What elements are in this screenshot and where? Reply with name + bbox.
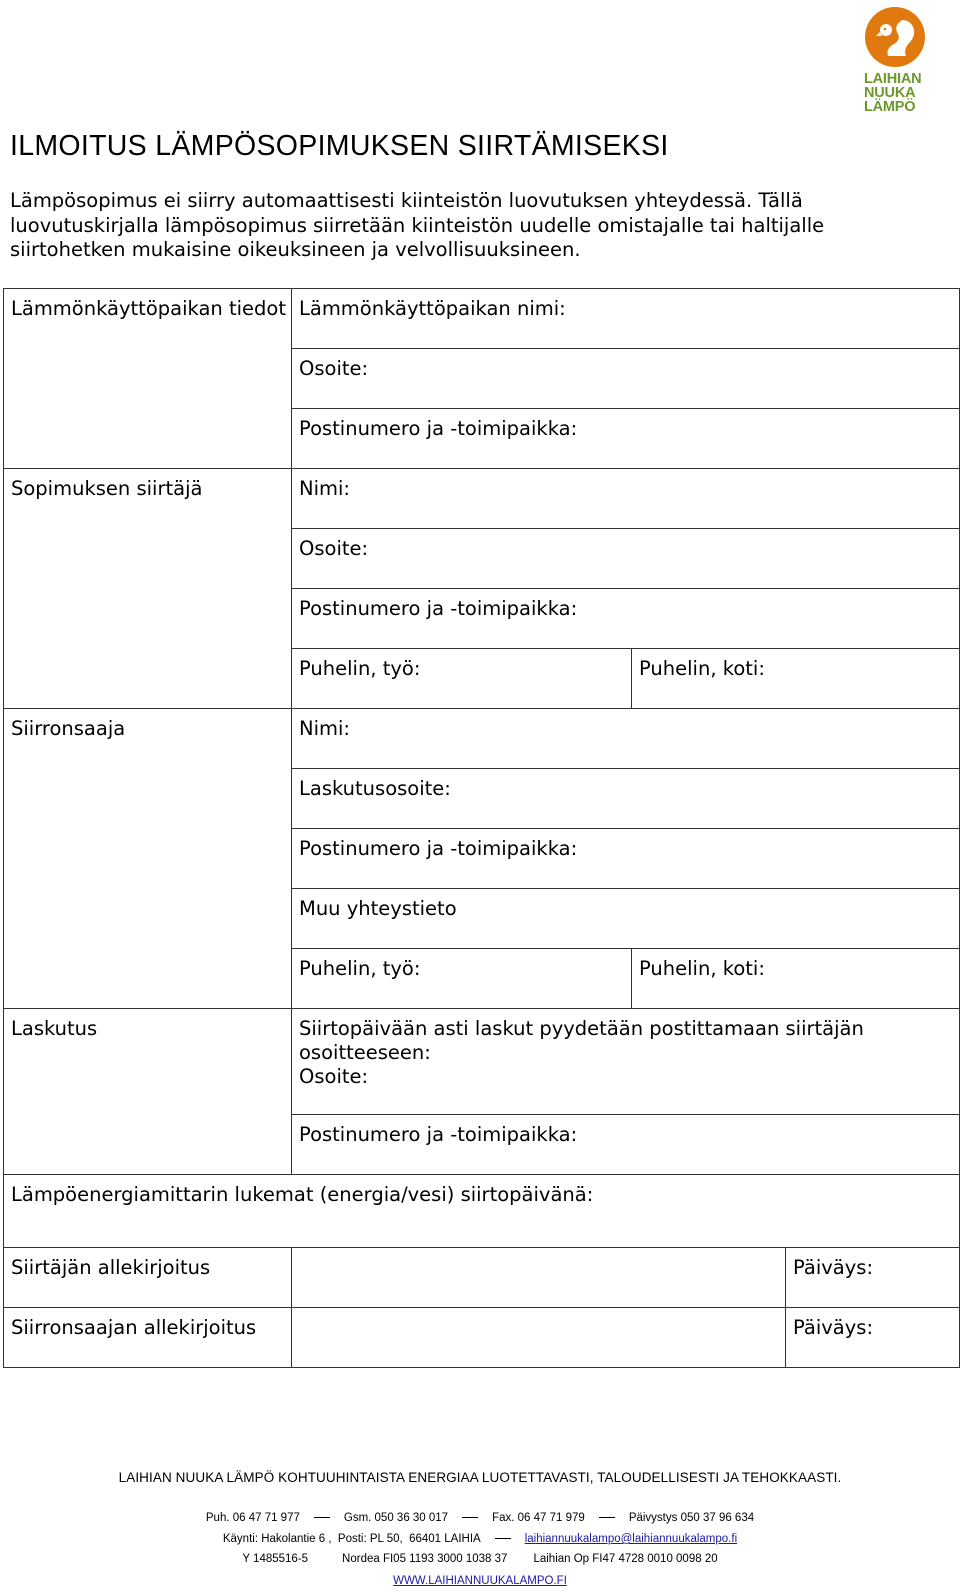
footer-website-link[interactable]: WWW.LAIHIANNUUKALAMPO.FI: [393, 1575, 567, 1587]
site-postal-field[interactable]: Postinumero ja -toimipaikka:: [292, 409, 960, 469]
site-section-label: Lämmönkäyttöpaikan tiedot: [4, 289, 292, 349]
intro-line-1: Lämpösopimus ei siirry automaattisesti kiinteistön luovutuksen yhteydessä. Tällä: [10, 189, 803, 212]
footer-website-line: [0, 1575, 960, 1587]
transferee-section-label: Siirronsaaja: [4, 709, 292, 769]
transferor-phone-work-field[interactable]: Puhelin, työ:: [292, 649, 632, 709]
logo-line-3: LÄMPÖ: [864, 99, 916, 115]
transferor-section-label: Sopimuksen siirtäjä: [4, 469, 292, 529]
billing-section-label: Laskutus: [4, 1009, 292, 1115]
footer-address-line: [0, 1533, 960, 1545]
logo-line-1: LAIHIAN: [864, 71, 922, 87]
intro-paragraph: [10, 189, 940, 263]
site-name-field[interactable]: Lämmönkäyttöpaikan nimi:: [292, 289, 960, 349]
intro-line-2: luovutuskirjalla lämpösopimus siirretään kiinteistön uudelle omistajalle tai haltijalle: [10, 213, 825, 237]
transferee-name-field[interactable]: Nimi:: [292, 709, 960, 769]
document-title: ILMOITUS LÄMPÖSOPIMUKSEN SIIRTÄMISEKSI: [10, 130, 669, 162]
footer-email-link[interactable]: laihiannuukalampo@laihiannuukalampo.fi: [524, 1533, 738, 1545]
footer-headline: LAIHIAN NUUKA LÄMPÖ KOHTUUHINTAISTA ENERGIAA LUOTETTAVASTI, TALOUDELLISESTI JA TEHOKKAASTI.: [118, 1470, 842, 1485]
footer-contact-line: [0, 1512, 960, 1524]
footer-duty: Päivystys 050 37 96 634: [628, 1512, 755, 1524]
transferor-signature-label: Siirtäjän allekirjoitus: [4, 1248, 292, 1308]
transfer-form: [3, 288, 960, 1368]
transferor-signature-field[interactable]: [292, 1248, 786, 1308]
billing-address-field[interactable]: [292, 1009, 960, 1115]
logo-line-2: NUUKA: [864, 85, 916, 101]
transferee-phone-work-field[interactable]: Puhelin, työ:: [292, 949, 632, 1009]
billing-address-label: Osoite:: [299, 1065, 369, 1088]
company-logo: [864, 6, 934, 128]
transferor-name-field[interactable]: Nimi:: [292, 469, 960, 529]
billing-note: Siirtopäivään asti laskut pyydetään postittamaan siirtäjän osoitteeseen:: [299, 1017, 864, 1064]
footer-gsm: Gsm. 050 36 30 017: [343, 1512, 449, 1524]
footer-business-id: Y 1485516-5: [242, 1553, 309, 1565]
squirrel-logo-icon: [864, 6, 926, 68]
meter-readings-field[interactable]: Lämpöenergiamittarin lukemat (energia/vesi) siirtopäivänä:: [4, 1175, 960, 1248]
transferee-other-contact-field[interactable]: Muu yhteystieto: [292, 889, 960, 949]
footer-address: Käynti: Hakolantie 6 , Posti: PL 50, 66401 LAIHIA: [222, 1533, 481, 1545]
transferor-address-field[interactable]: Osoite:: [292, 529, 960, 589]
transferee-phone-home-field[interactable]: Puhelin, koti:: [632, 949, 960, 1009]
transferee-signature-label: Siirronsaajan allekirjoitus: [4, 1308, 292, 1368]
intro-line-3: siirtohetken mukaisine oikeuksineen ja velvollisuuksineen.: [10, 238, 581, 261]
billing-postal-field[interactable]: Postinumero ja -toimipaikka:: [292, 1115, 960, 1175]
transferor-date-field[interactable]: Päiväys:: [786, 1248, 960, 1308]
transferee-billing-address-field[interactable]: Laskutusosoite:: [292, 769, 960, 829]
footer-bank-2: Laihian Op FI47 4728 0010 0098 20: [533, 1553, 718, 1565]
transferee-date-field[interactable]: Päiväys:: [786, 1308, 960, 1368]
footer-bank-1: Nordea FI05 1193 3000 1038 37: [342, 1553, 508, 1565]
transferee-signature-field[interactable]: [292, 1308, 786, 1368]
transferee-postal-field[interactable]: Postinumero ja -toimipaikka:: [292, 829, 960, 889]
footer-fax: Fax. 06 47 71 979: [492, 1512, 585, 1524]
site-address-field[interactable]: Osoite:: [292, 349, 960, 409]
transferor-postal-field[interactable]: Postinumero ja -toimipaikka:: [292, 589, 960, 649]
transferor-phone-home-field[interactable]: Puhelin, koti:: [632, 649, 960, 709]
footer-phone: Puh. 06 47 71 977: [205, 1512, 300, 1524]
footer-bank-line: [0, 1553, 960, 1565]
